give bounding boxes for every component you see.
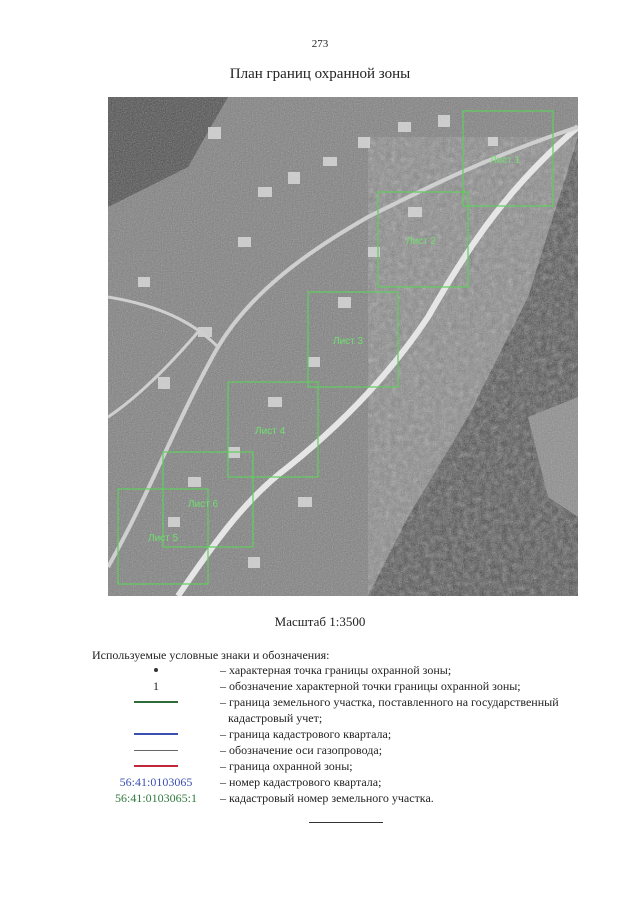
protection-zone-line-icon	[134, 765, 178, 767]
legend-item: – обозначение оси газопровода;	[92, 742, 612, 758]
legend-item: – граница кадастрового квартала;	[92, 726, 612, 742]
page-title: План границ охранной зоны	[229, 66, 411, 82]
sheet-label: Лист 4	[255, 426, 286, 437]
sheet-label: Лист 1	[490, 155, 521, 166]
map-scale: Масштаб 1:3500	[274, 614, 366, 629]
aerial-photo	[108, 97, 578, 596]
sheet-label: Лист 6	[188, 499, 219, 510]
quarter-boundary-line-icon	[134, 733, 178, 735]
aerial-map	[108, 97, 578, 596]
legend-item: 1 – обозначение характерной точки границы охранной зоны;	[153, 679, 521, 693]
legend-item: – граница охранной зоны;	[92, 758, 612, 774]
sheet-label: Лист 3	[333, 336, 364, 347]
page-number: 273	[311, 38, 329, 50]
bottom-rule	[309, 822, 383, 823]
sheet-label: Лист 5	[148, 533, 179, 544]
legend-item: – характерная точка границы охранной зоны;	[92, 662, 612, 678]
legend	[92, 662, 612, 806]
sheet-label: Лист 2	[406, 236, 437, 247]
legend-item: – граница земельного участка, поставленного на государственный	[92, 694, 612, 710]
legend-item: кадастровый учет;	[228, 711, 323, 725]
boundary-point-icon	[154, 668, 158, 672]
parcel-boundary-line-icon	[134, 701, 178, 703]
legend-item: 56:41:0103065 – номер кадастрового квартала;	[119, 775, 382, 789]
pipeline-axis-line-icon	[134, 750, 178, 751]
legend-item: 56:41:0103065:1 – кадастровый номер земельного участка.	[114, 791, 434, 805]
legend-title: Используемые условные знаки и обозначения:	[92, 648, 330, 662]
